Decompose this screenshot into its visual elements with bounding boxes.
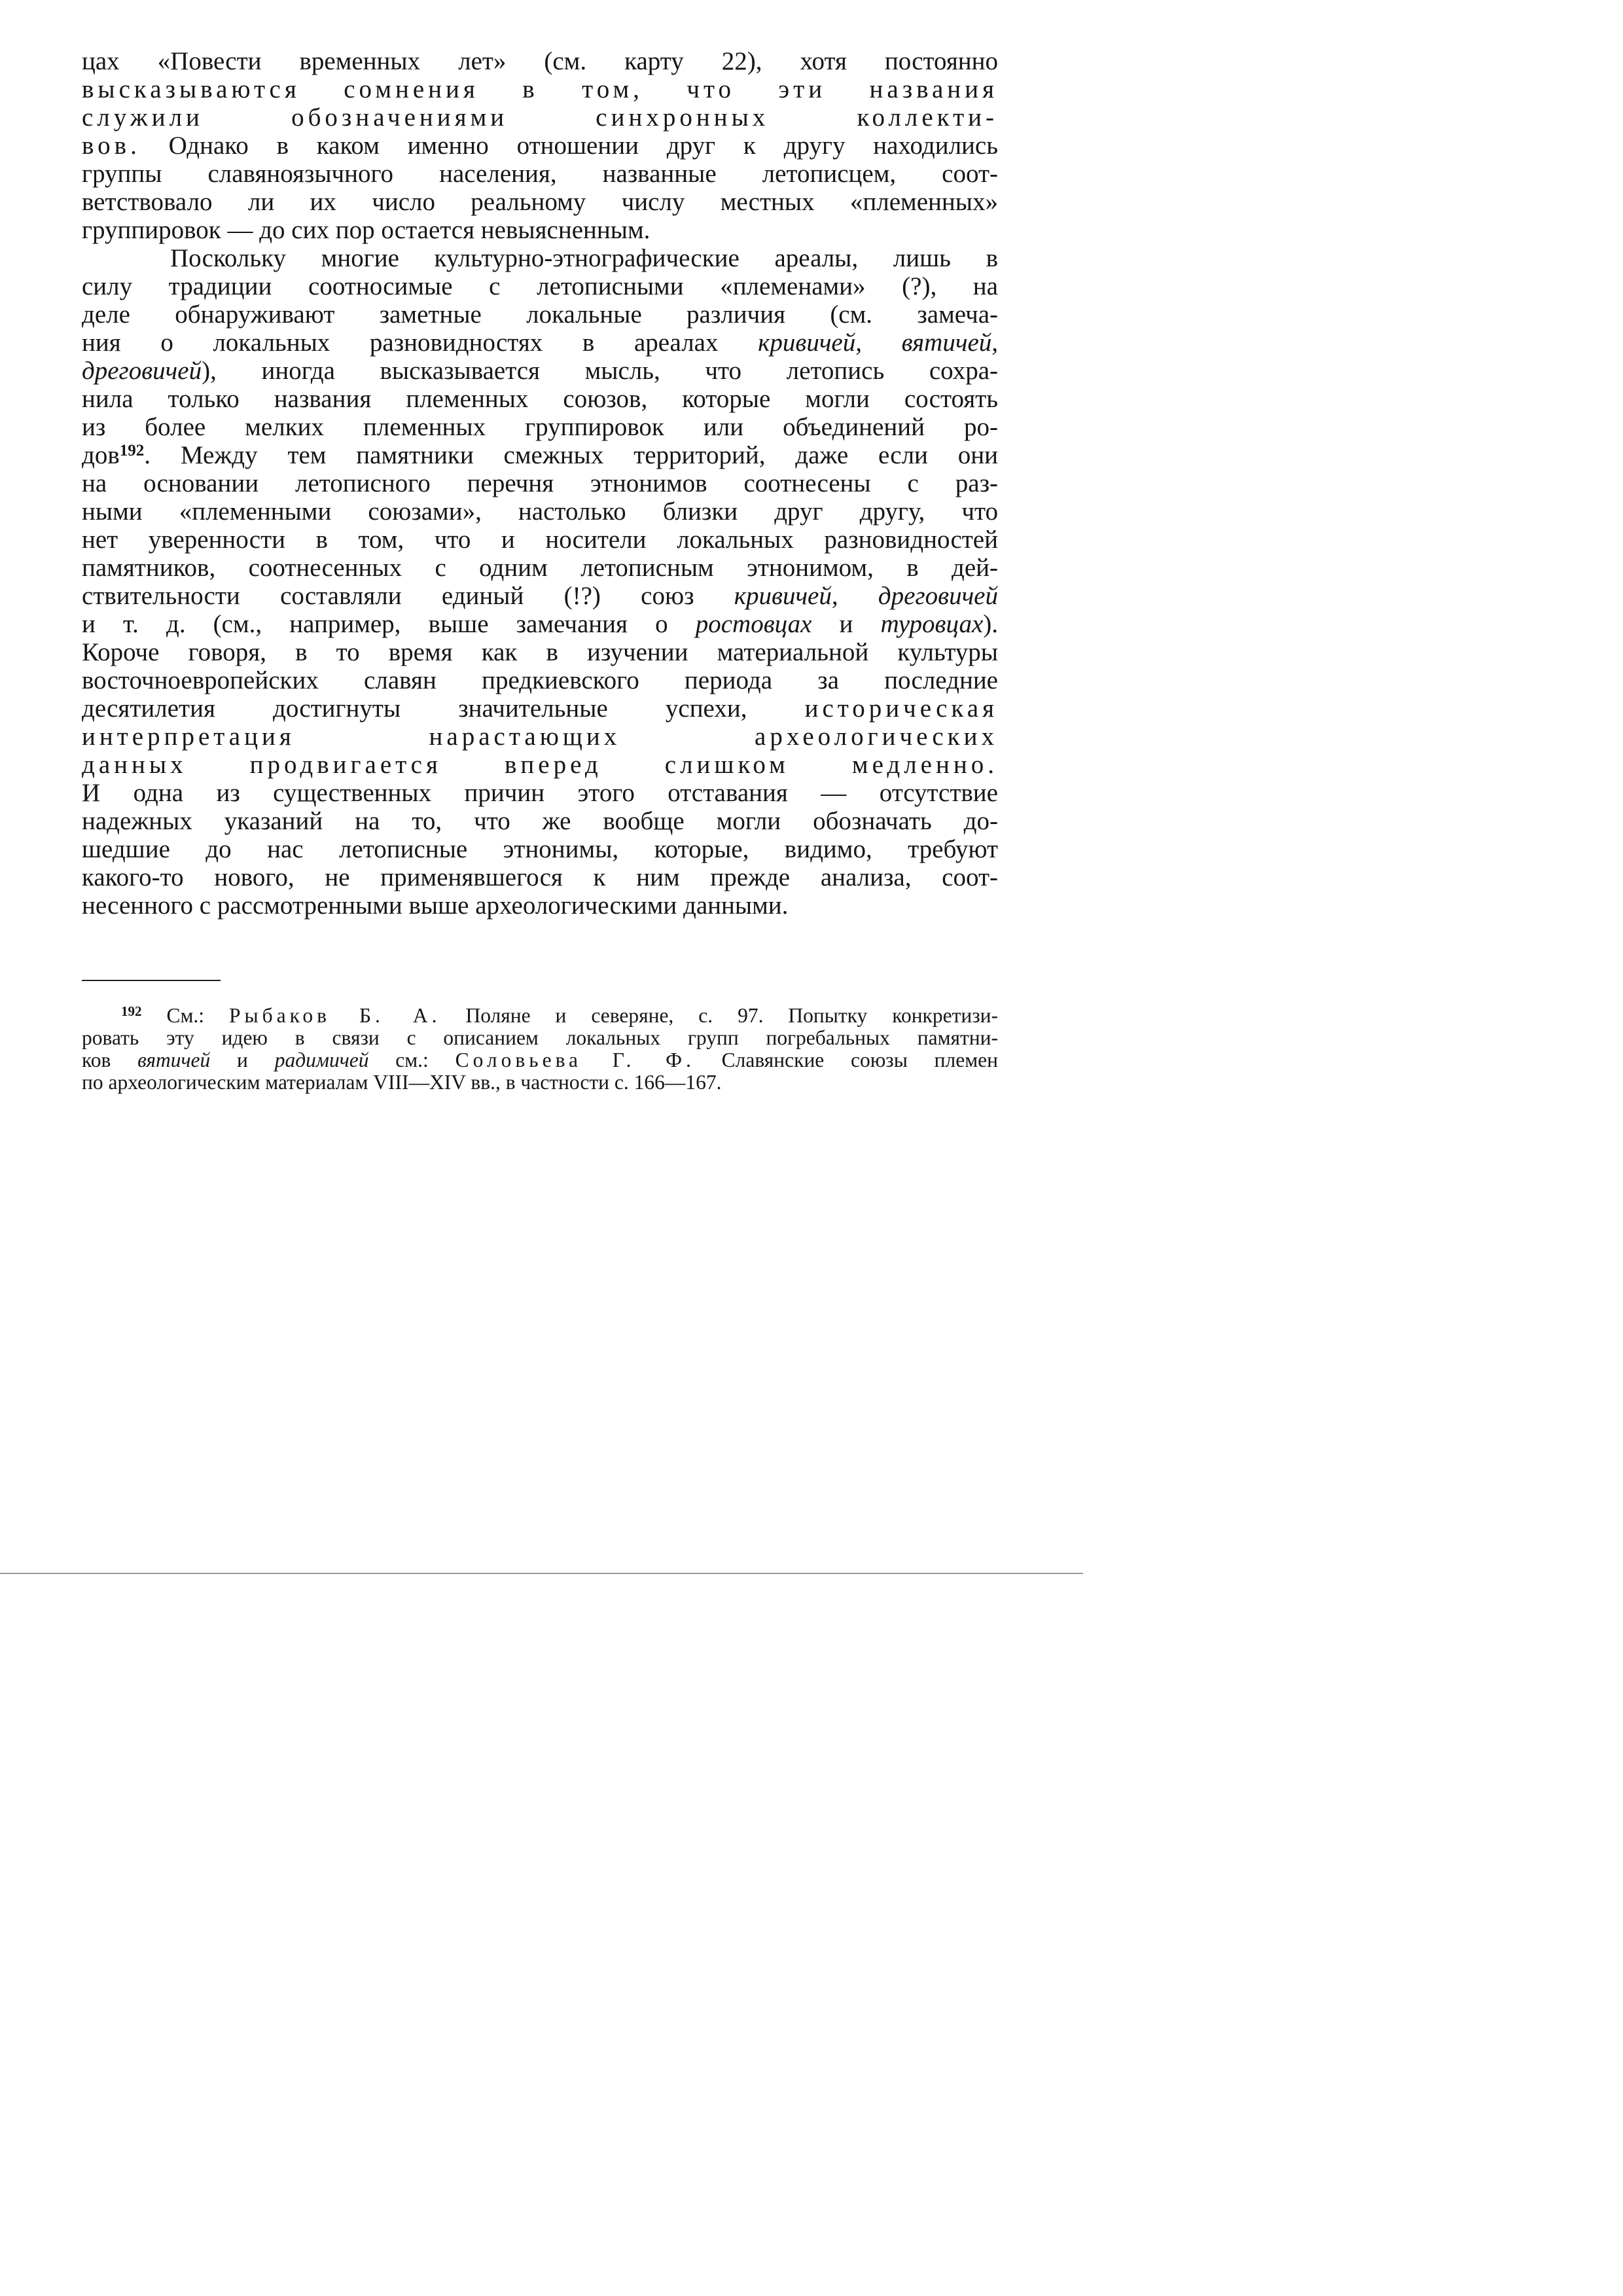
- text-run: Однако в каком именно отношении друг к другу находились: [140, 132, 998, 160]
- text-run: см.:: [368, 1049, 455, 1071]
- text-line: Поскольку многие культурно-этнографические ареалы, лишь в: [170, 244, 998, 272]
- text-line: Короче говоря, в то время как в изучении материальной культуры: [82, 638, 998, 666]
- footnote-reference[interactable]: 192: [119, 442, 145, 459]
- text-line: памятников, соотнесенных с одним летописным этнонимом, в дей-: [82, 554, 998, 582]
- text-line: несенного с рассмотренными выше археологическими данными.: [82, 891, 789, 920]
- italic-term: вятичей: [137, 1049, 211, 1071]
- footnote-line: [82, 1049, 998, 1071]
- footnote-line: ровать эту идею в связи с описанием локальных групп погребальных памятни-: [82, 1026, 998, 1049]
- text-run: Поляне и северяне, с. 97. Попытку конкретизи-: [440, 1004, 999, 1027]
- text-line: надежных указаний на то, что же вообще могли обозначать до-: [82, 807, 998, 835]
- text-line: нила только названия племенных союзов, которые могли состоять: [82, 385, 998, 413]
- italic-term: радимичей: [274, 1049, 369, 1071]
- text-line: данных продвигается вперед слишком медленно.: [82, 751, 998, 779]
- footnote-separator: [82, 980, 221, 981]
- footnote-line: [82, 1005, 998, 1027]
- spaced-author: Соловьева Г. Ф.: [455, 1049, 695, 1071]
- text-line: [82, 132, 998, 160]
- text-line: И одна из существенных причин этого отставания — отсутствие: [82, 779, 998, 807]
- text-line: [82, 694, 998, 723]
- italic-term: дреговичей: [838, 582, 998, 610]
- italic-term: кривичей,: [734, 582, 838, 610]
- text-line: цах «Повести временных лет» (см. карту 22), хотя постоянно: [82, 47, 998, 75]
- text-run: См.:: [141, 1004, 229, 1027]
- italic-term: кривичей,: [758, 329, 862, 357]
- footnote: [82, 1005, 998, 1094]
- text-line: [82, 329, 998, 357]
- text-line: [82, 357, 998, 385]
- text-run: и т. д. (см., например, выше замечания о: [82, 610, 696, 638]
- text-run: . Между тем памятники смежных территорий, даже если они: [144, 441, 998, 469]
- text-run: десятилетия достигнуты значительные успехи,: [82, 694, 805, 723]
- italic-term: туровцах: [880, 610, 984, 638]
- italic-term: ростовцах: [695, 610, 812, 638]
- page-edge-line: [0, 1573, 1083, 1574]
- spaced-author: Рыбаков Б. А.: [228, 1004, 441, 1027]
- text-run: ков: [82, 1049, 138, 1071]
- text-line: ветствовало ли их число реальному числу местных «племенных»: [82, 188, 998, 216]
- text-line: высказываются сомнения в том, что эти названия: [82, 75, 998, 103]
- footnote-line: по археологическим материалам VIII—XIV вв., в частности с. 166—167.: [82, 1071, 722, 1094]
- text-line: [82, 610, 998, 638]
- text-line: на основании летописного перечня этнонимов соотнесены с раз-: [82, 469, 998, 497]
- main-text: [82, 47, 998, 920]
- text-run: дов: [82, 441, 120, 469]
- text-line: какого-то нового, не применявшегося к ним прежде анализа, соот-: [82, 863, 998, 891]
- text-line: нет уверенности в том, что и носители локальных разновидностей: [82, 526, 998, 554]
- text-run: и: [210, 1049, 275, 1071]
- text-run: и: [812, 610, 881, 638]
- text-line: ными «племенными союзами», настолько близки друг другу, что: [82, 497, 998, 526]
- spaced-text: вов.: [82, 132, 141, 160]
- text-line: восточноевропейских славян предкиевского периода за последние: [82, 666, 998, 694]
- footnote-number: 192: [121, 1003, 142, 1019]
- spaced-text: историческая: [804, 694, 998, 723]
- text-run: ), иногда высказывается мысль, что летопись сохра-: [202, 357, 998, 385]
- text-line: группы славяноязычного населения, названные летописцем, соот-: [82, 160, 998, 188]
- text-line: служили обозначениями синхронных коллекти-: [82, 103, 998, 132]
- text-run: ствительности составляли единый (!?) союз: [82, 582, 734, 610]
- text-run: ния о локальных разновидностях в ареалах: [82, 329, 758, 357]
- text-line: группировок — до сих пор остается невыясненным.: [82, 216, 651, 244]
- text-line: из более мелких племенных группировок или объединений ро-: [82, 413, 998, 441]
- text-run: ).: [983, 610, 999, 638]
- text-run: Славянские союзы племен: [694, 1049, 999, 1071]
- text-line: силу традиции соотносимые с летописными «племенами» (?), на: [82, 272, 998, 300]
- text-line: [82, 582, 998, 610]
- italic-term: дреговичей: [82, 357, 202, 385]
- text-line: деле обнаруживают заметные локальные различия (см. замеча-: [82, 300, 998, 329]
- text-line: шедшие до нас летописные этнонимы, которые, видимо, требуют: [82, 835, 998, 863]
- text-line: интерпретация нарастающих археологических: [82, 723, 998, 751]
- italic-term: вятичей,: [861, 329, 999, 357]
- text-line: [82, 441, 998, 469]
